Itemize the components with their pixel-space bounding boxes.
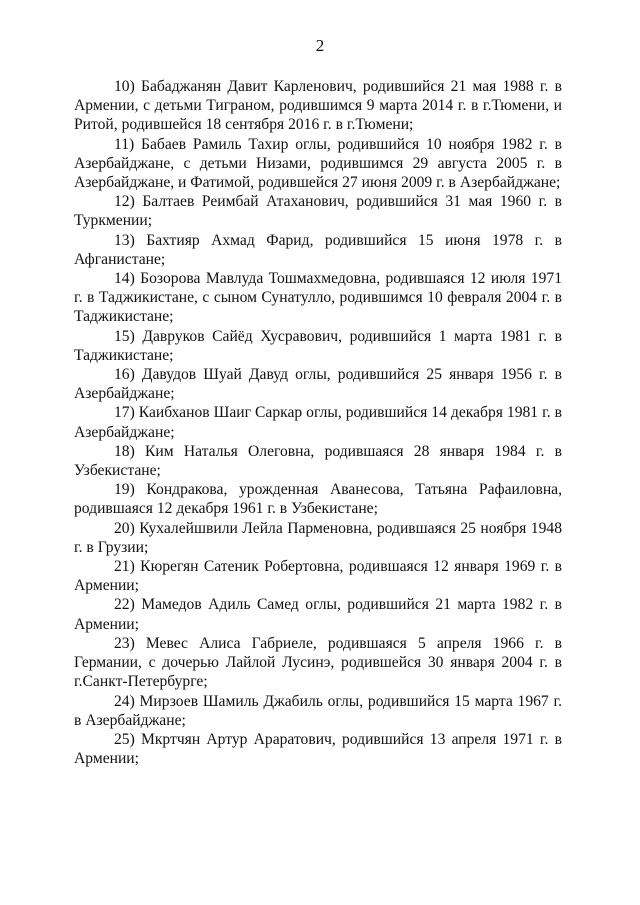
list-item: 13) Бахтияр Ахмад Фарид, родившийся 15 июня 1978 г. в Афганистане; (74, 231, 562, 268)
list-item: 20) Кухалейшвили Лейла Парменовна, родившаяся 25 ноября 1948 г. в Грузии; (74, 519, 562, 556)
list-item: 15) Давруков Сайёд Хусравович, родившийся 1 марта 1981 г. в Таджикистане; (74, 327, 562, 364)
list-item: 18) Ким Наталья Олеговна, родившаяся 28 января 1984 г. в Узбекистане; (74, 442, 562, 480)
list-item: 14) Бозорова Мавлуда Тошмахмедовна, родившаяся 12 июля 1971 г. в Таджикистане, с сыном Сунатулло, родившимся 10 февраля 2004 г. в Таджикистане; (74, 270, 562, 326)
list-item: 10) Бабаджанян Давит Карленович, родившийся 21 мая 1988 г. в Армении, с детьми Тиграном, родившимся 9 марта 2014 г. в г.Тюмени, и Ритой, родившейся 18 сентября 2016 г. в г.Тюмени; (74, 78, 562, 134)
list-item: 24) Мирзоев Шамиль Джабиль оглы, родившийся 15 марта 1967 г. в Азербайджане; (74, 692, 562, 729)
list-item: 17) Каибханов Шаиг Саркар оглы, родившийся 14 декабря 1981 г. в Азербайджане; (74, 404, 562, 441)
page-number: 2 (315, 36, 325, 55)
list-item: 19) Кондракова, урожденная Аванесова, Татьяна Рафаиловна, родившаяся 12 декабря 1961 г. в Узбекистане; (74, 481, 562, 518)
list-item: 23) Мевес Алиса Габриеле, родившаяся 5 апреля 1966 г. в Германии, с дочерью Лайлой Лусинэ, родившейся 30 января 2004 г. в г.Санкт-Петербурге; (74, 634, 562, 691)
list-item: 11) Бабаев Рамиль Тахир оглы, родившийся 10 ноября 1982 г. в Азербайджане, с детьми Низами, родившимся 29 августа 2005 г. в Азербайджане, и Фатимой, родившейся 27 июня 2009 г. в Азербайджане; (74, 135, 562, 192)
list-item: 16) Давудов Шуай Давуд оглы, родившийся 25 января 1956 г. в Азербайджане; (74, 366, 562, 403)
list-item: 25) Мкртчян Артур Араратович, родившийся 13 апреля 1971 г. в Армении; (74, 730, 562, 768)
list-item: 12) Балтаев Реимбай Атаханович, родившийся 31 мая 1960 г. в Туркмении; (74, 193, 562, 230)
document-body (74, 77, 562, 768)
list-item: 22) Мамедов Адиль Самед оглы, родившийся 21 марта 1982 г. в Армении; (74, 596, 562, 633)
list-item: 21) Кюрегян Сатеник Робертовна, родившаяся 12 января 1969 г. в Армении; (74, 558, 562, 595)
